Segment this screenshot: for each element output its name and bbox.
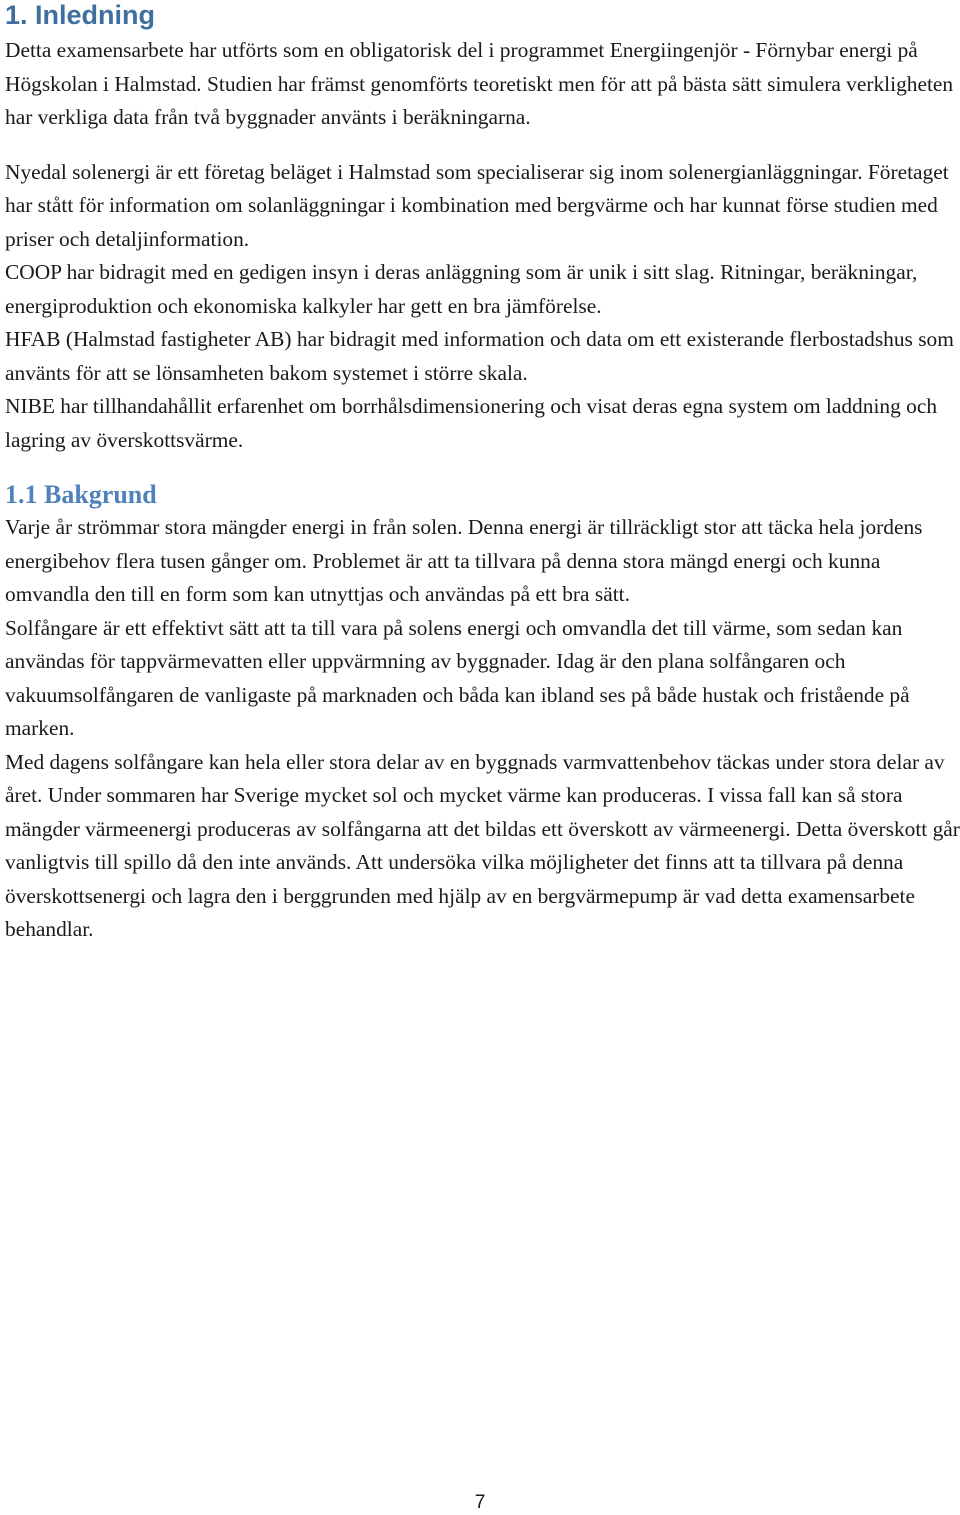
paragraph-solfangare: Solfångare är ett effektivt sätt att ta till vara på solens energi och omvandla det till värme, som sedan kan användas för tappvärmevatten eller uppvärmning av byggnader. Idag är den plana solfångaren och vakuumsolfångaren de vanligaste på marknaden och båda kan ibland ses på både hustak och fristående på marken. [5,615,910,740]
paragraph-solar-energy: Varje år strömmar stora mängder energi in från solen. Denna energi är tillräckligt stor att täcka hela jordens energibehov flera tusen gånger om. Problemet är att ta tillvara på denna stora mängd energi och kunna omvandla den till en form som kan utnyttjas och användas på ett bra sätt. [5,515,923,606]
subsection-bakgrund [5,479,960,511]
paragraph-nibe: NIBE har tillhandahållit erfarenhet om borrhålsdimensionering och visat deras egna system om laddning och lagring av överskottsvärme. [5,394,938,452]
section-heading-inledning: 1. Inledning [5,0,156,30]
paragraph-coop: COOP har bidragit med en gedigen insyn i deras anläggning som är unik i sitt slag. Ritningar, beräkningar, energiproduktion och ekonomiska kalkyler har gett en bra jämförelse. [5,260,918,318]
subsection-heading-bakgrund: 1.1 Bakgrund [5,480,157,509]
paragraph-hfab: HFAB (Halmstad fastigheter AB) har bidragit med information och data om ett existerande flerbostadshus som använts för att se lönsamheten bakom systemet i större skala. [5,327,954,385]
paragraph-intro: Detta examensarbete har utförts som en obligatorisk del i programmet Energiingenjör - Förnybar energi på Högskolan i Halmstad. Studien har främst genomförts teoretiskt men för att på bästa sätt simulera verkligheten har verkliga data från två byggnader använts i beräkningarna. [5,38,954,129]
paragraph-overskott: Med dagens solfångare kan hela eller stora delar av en byggnads varmvattenbehov täckas under stora delar av året. Under sommaren har Sverige mycket sol och mycket värme kan produceras. I vissa fall kan så stora mängder värmeenergi produceras av solfångarna att det bildas ett överskott av värmeenergi. Detta överskott går vanligtvis till spillo då den inte används. Att undersöka vilka möjligheter det finns att ta tillvara på denna överskottsenergi och lagra den i berggrunden med hjälp av en bergvärmepump är vad detta examensarbete behandlar. [5,749,960,941]
paragraph-nyedal: Nyedal solenergi är ett företag beläget i Halmstad som specialiserar sig inom solenergianläggningar. Företaget har stått för information om solanläggningar i kombination med bergvärme och har kunnat förse studien med priser och detaljinformation. [5,159,949,251]
document-page [5,0,960,947]
page-number: 7 [474,1492,486,1513]
